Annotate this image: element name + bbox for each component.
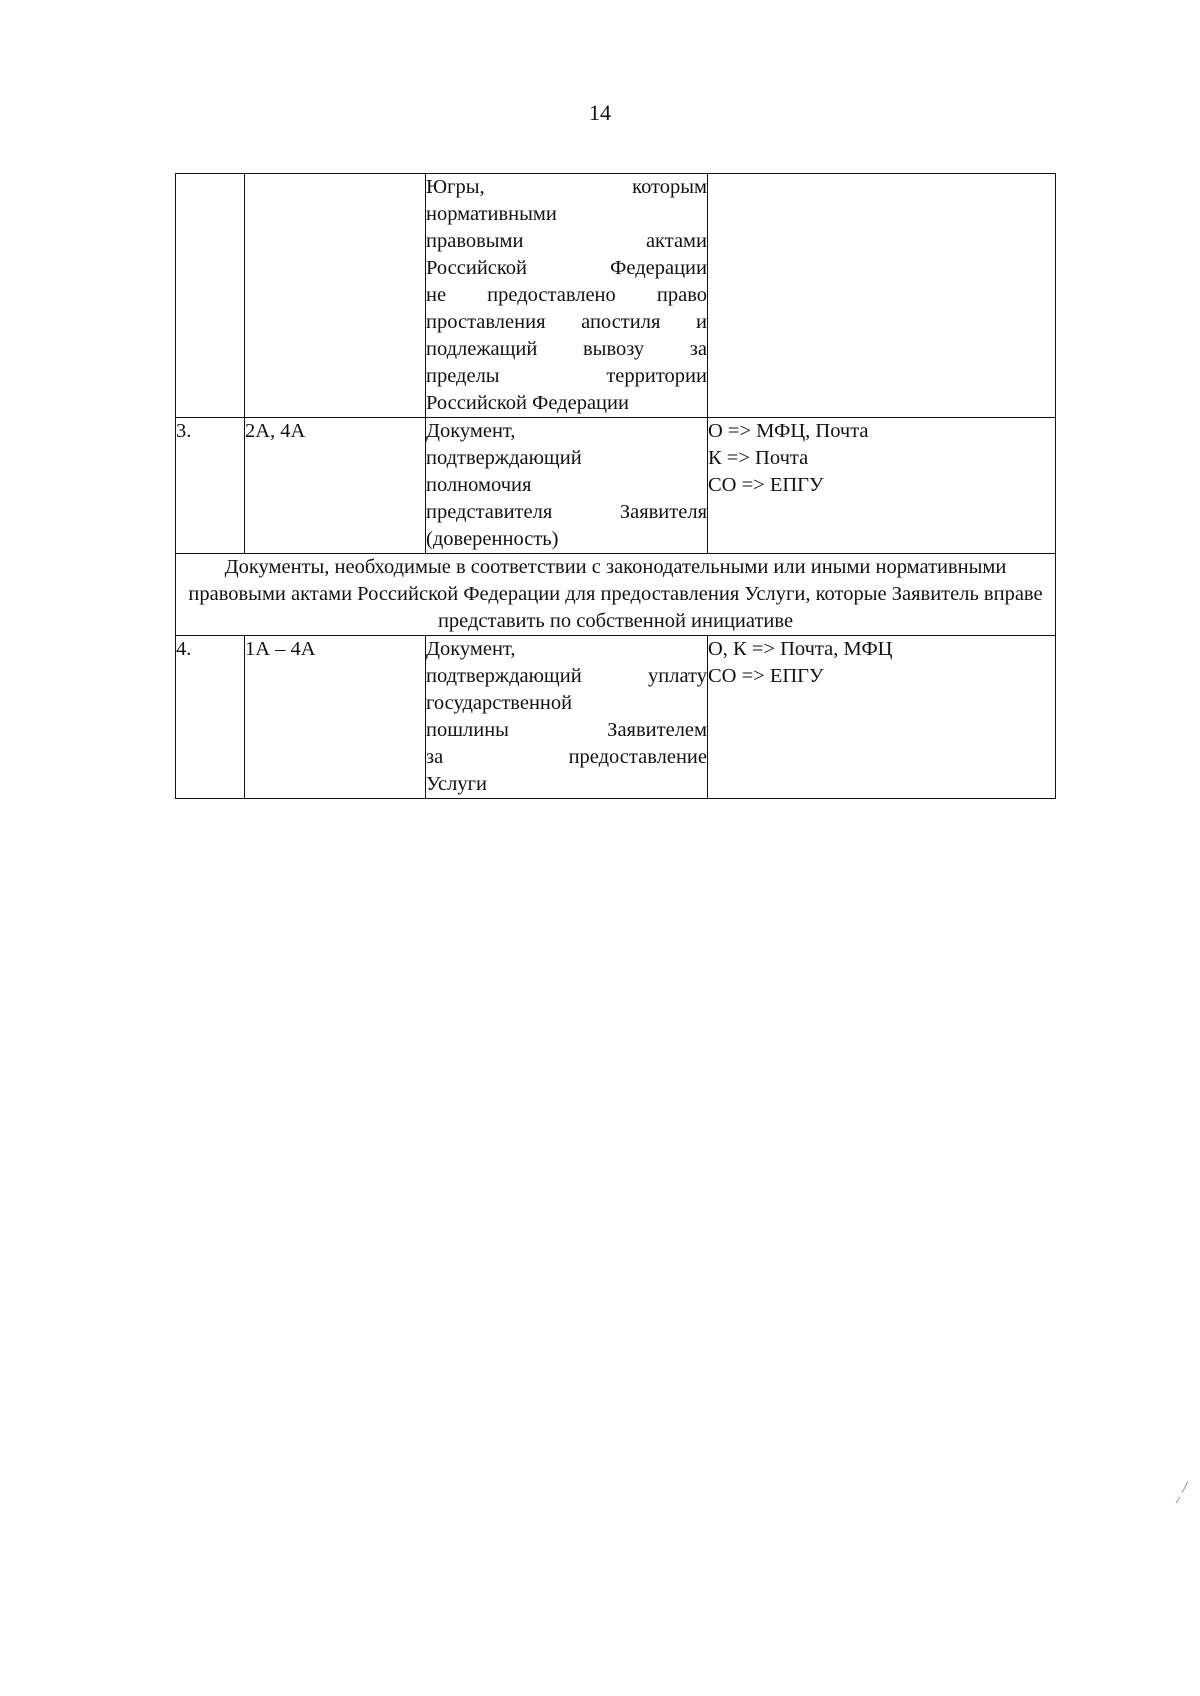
row-number: 4. xyxy=(176,636,245,799)
submission-way: К => Почта xyxy=(708,447,809,469)
description-line: государственной xyxy=(426,692,573,714)
description-line: Документ, xyxy=(426,638,516,660)
submission-way: СО => ЕПГУ xyxy=(708,474,824,496)
document-description xyxy=(426,418,708,554)
documents-table xyxy=(175,173,1056,799)
submission-way: СО => ЕПГУ xyxy=(708,665,824,687)
description-line: (доверенность) xyxy=(426,528,559,550)
description-line: Документ, xyxy=(426,420,516,442)
submission-ways xyxy=(708,636,1056,799)
description-line: Услуги xyxy=(426,773,488,795)
applicant-category: 2А, 4А xyxy=(245,418,426,554)
description-line: Российской Федерации xyxy=(426,392,629,414)
description-line: проставления апостиля и xyxy=(426,311,707,333)
row-number: 3. xyxy=(176,418,245,554)
description-line: правовыми актами xyxy=(426,230,707,252)
section-header: Документы, необходимые в соответствии с законодательными или иными нормативными правовыми актами Российской Федерации для предоставления Услуги, которые Заявитель вправе представить по собственной инициативе xyxy=(176,554,1056,636)
description-line: Российской Федерации xyxy=(426,257,707,279)
submission-way: О, К => Почта, МФЦ xyxy=(708,638,893,660)
description-line: полномочия xyxy=(426,474,532,496)
submission-ways xyxy=(708,418,1056,554)
description-line: подтверждающий уплату xyxy=(426,665,707,687)
description-line: представителя Заявителя xyxy=(426,501,707,523)
document-description xyxy=(426,636,708,799)
description-line: за предоставление xyxy=(426,746,707,768)
description-line: подтверждающий xyxy=(426,447,582,469)
section-header-row xyxy=(176,554,1056,636)
applicant-category: 1А – 4А xyxy=(245,636,426,799)
description-line: пошлины Заявителем xyxy=(426,719,707,741)
table-row xyxy=(176,636,1056,799)
table-row xyxy=(176,418,1056,554)
row-number xyxy=(176,174,245,418)
scan-mark xyxy=(1172,1480,1192,1504)
page-number: 14 xyxy=(589,100,611,125)
description-line: пределы территории xyxy=(426,365,707,387)
submission-ways xyxy=(708,174,1056,418)
description-line: не предоставлено право xyxy=(426,284,707,306)
description-line: подлежащий вывозу за xyxy=(426,338,707,360)
document-description xyxy=(426,174,708,418)
description-line: нормативными xyxy=(426,203,557,225)
submission-way: О => МФЦ, Почта xyxy=(708,420,869,442)
description-line: Югры, которым xyxy=(426,176,707,198)
applicant-category xyxy=(245,174,426,418)
table-row xyxy=(176,174,1056,418)
